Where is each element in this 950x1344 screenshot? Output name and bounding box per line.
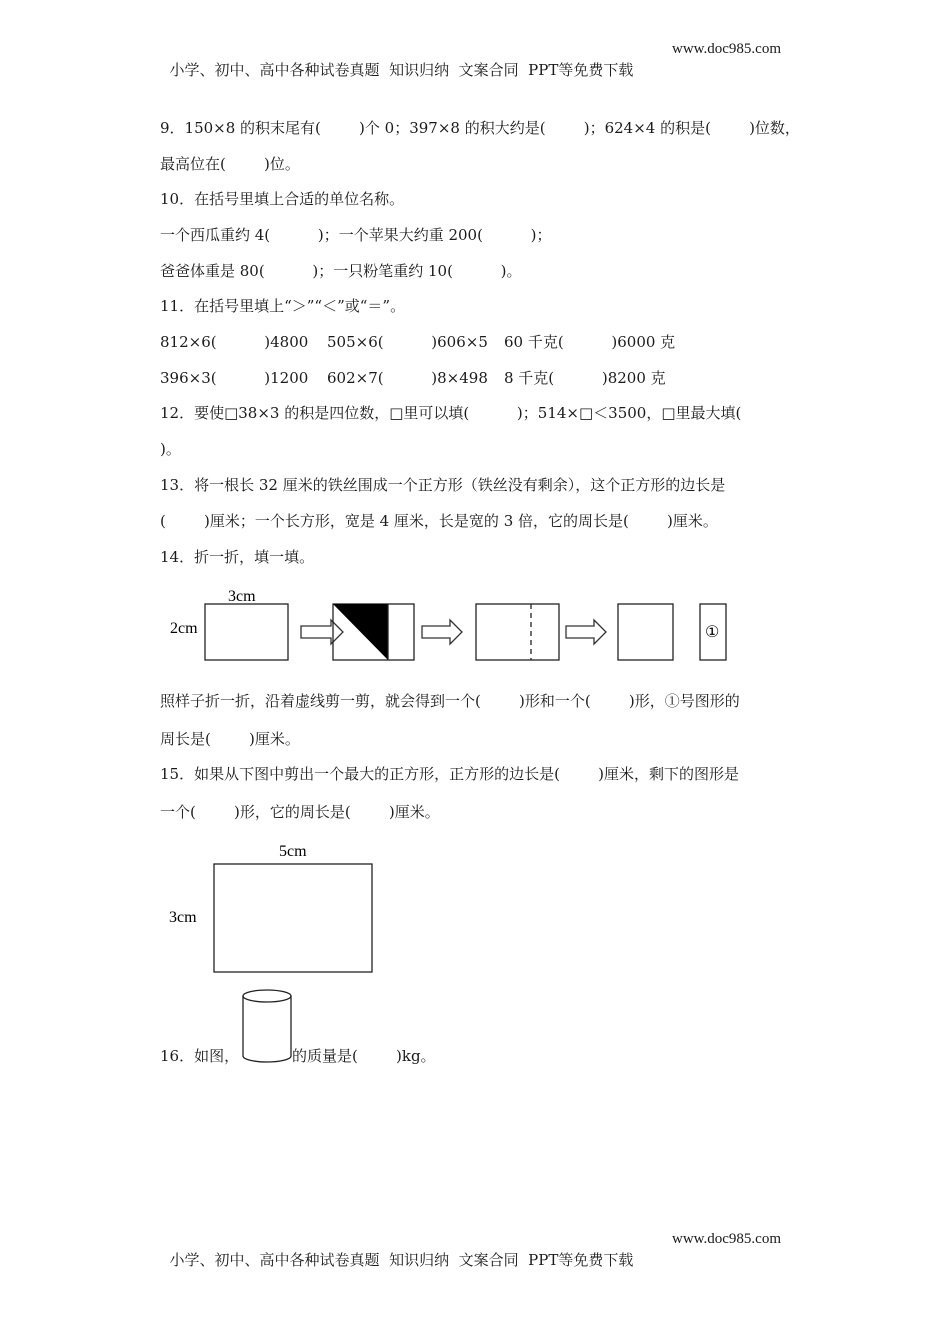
- q12-line1: 12．要使□38×3 的积是四位数，□里可以填( )；514×□＜3500，□里最大填(: [160, 404, 742, 422]
- footer-url[interactable]: www.doc985.com: [672, 1231, 782, 1247]
- q13-line1: 13．将一根长 32 厘米的铁丝围成一个正方形（铁丝没有剩余），这个正方形的边长是: [160, 476, 726, 494]
- q10-title: 10．在括号里填上合适的单位名称。: [160, 190, 405, 208]
- q14-square: [618, 604, 673, 660]
- q11-r1-c2: 505×6( )606×5: [327, 333, 488, 351]
- q14-black-triangle: [333, 604, 388, 660]
- q14-arrow-3: [566, 620, 606, 644]
- header-url[interactable]: www.doc985.com: [672, 41, 782, 57]
- page-footer: [160, 1231, 782, 1288]
- q14-arrow-1: [301, 620, 343, 644]
- q13-line2: ( )厘米；一个长方形，宽是 4 厘米，长是宽的 3 倍，它的周长是( )厘米。: [160, 512, 718, 530]
- q14-label-top: 3cm: [228, 588, 256, 605]
- q14-line2: 周长是( )厘米。: [160, 730, 300, 748]
- q9-line1: 9．150×8 的积末尾有( )个 0；397×8 的积大约是( )；624×4 的积是( )位数，: [160, 119, 800, 137]
- q11-r2-c2: 602×7( )8×498: [327, 369, 488, 387]
- q15-rectangle-figure: [160, 836, 390, 978]
- q11-r2-c1: 396×3( )1200: [160, 369, 309, 387]
- q14-label-left: 2cm: [170, 620, 198, 637]
- q11-r1-c1: 812×6( )4800: [160, 333, 309, 351]
- cylinder-icon: [240, 988, 294, 1064]
- q10-line1: 一个西瓜重约 4( )；一个苹果大约重 200( )；: [160, 226, 552, 244]
- header-title: 小学、初中、高中各种试卷真题 知识归纳 文案合同 PPT等免费下载: [169, 61, 634, 79]
- q14-rectangle: [205, 604, 288, 660]
- q14-arrow-2: [422, 620, 462, 644]
- footer-title: 小学、初中、高中各种试卷真题 知识归纳 文案合同 PPT等免费下载: [169, 1251, 634, 1269]
- q12-line2: )。: [160, 440, 181, 458]
- q11-title: 11．在括号里填上“＞”“＜”或“＝”。: [160, 297, 406, 315]
- q15-line1: 15．如果从下图中剪出一个最大的正方形，正方形的边长是( )厘米，剩下的图形是: [160, 765, 739, 783]
- q9-line2: 最高位在( )位。: [160, 155, 300, 173]
- q14-piece-label: ①: [705, 624, 720, 641]
- q16-suffix: 的质量是( )kg。: [292, 1047, 436, 1065]
- q15-line2: 一个( )形，它的周长是( )厘米。: [160, 803, 440, 821]
- q14-folding-figure: [160, 582, 740, 672]
- q15-label-top: 5cm: [279, 843, 307, 860]
- q15-rectangle: [214, 864, 372, 972]
- q15-label-left: 3cm: [169, 909, 197, 926]
- q14-line1: 照样子折一折，沿着虚线剪一剪，就会得到一个( )形和一个( )形，①号图形的: [160, 692, 740, 710]
- q11-r1-c3: 60 千克( )6000 克: [504, 333, 676, 351]
- page-header: [160, 41, 782, 98]
- q10-line2: 爸爸体重是 80( )；一只粉笔重约 10( )。: [160, 262, 522, 280]
- q14-unfolded-rectangle: [476, 604, 559, 660]
- q11-r2-c3: 8 千克( )8200 克: [504, 369, 666, 387]
- q16-prefix: 16．如图，: [160, 1047, 240, 1065]
- q14-title: 14．折一折，填一填。: [160, 548, 315, 566]
